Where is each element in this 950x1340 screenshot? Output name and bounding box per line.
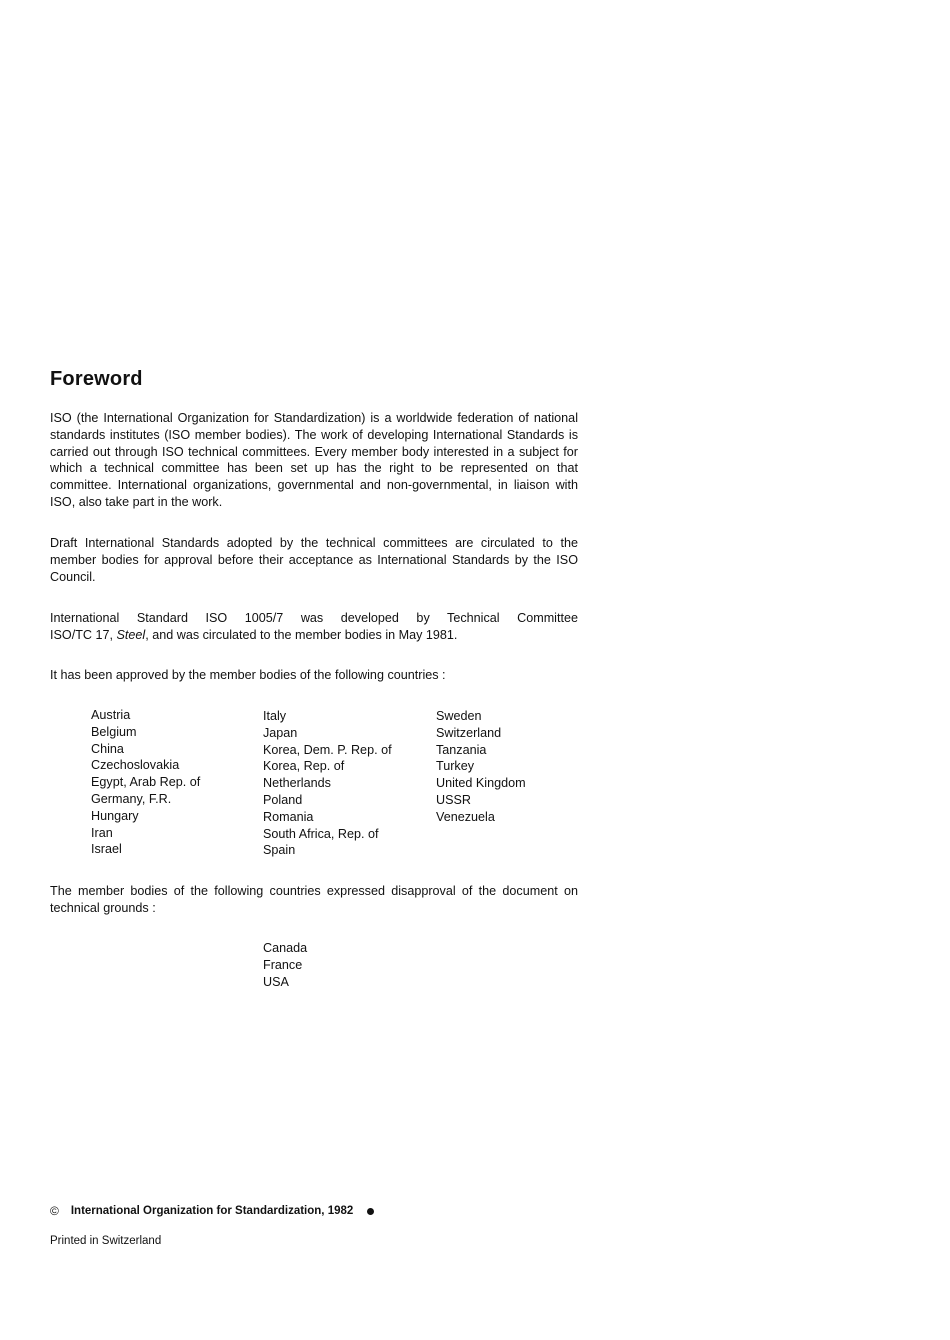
disapproval-paragraph: The member bodies of the following countries expressed disapproval of the document on technical grounds :: [50, 884, 578, 915]
country-item: USSR: [436, 792, 471, 807]
country-item: Egypt, Arab Rep. of: [91, 775, 201, 790]
country-item: Turkey: [436, 759, 475, 774]
approved-countries-col-3: [436, 708, 526, 826]
country-item: Czechoslovakia: [91, 758, 180, 773]
country-item: Austria: [91, 708, 131, 722]
country-item: Israel: [91, 842, 122, 857]
country-item: Tanzania: [436, 742, 487, 757]
country-item: Sweden: [436, 709, 482, 723]
country-item: China: [91, 741, 124, 756]
country-item: South Africa, Rep. of: [263, 826, 379, 841]
circulation-text: , and was circulated to the member bodies in May 1981.: [145, 627, 458, 642]
country-item: Poland: [263, 792, 303, 807]
country-item: Netherlands: [263, 776, 331, 791]
country-item: Switzerland: [436, 725, 502, 740]
approved-countries-col-2: [263, 708, 392, 859]
development-paragraph: [50, 610, 578, 644]
disapproved-countries: [263, 940, 307, 990]
page-title: Foreword: [50, 368, 143, 390]
printed-location: Printed in Switzerland: [50, 1235, 162, 1247]
country-item: Japan: [263, 725, 298, 740]
country-item: Korea, Dem. P. Rep. of: [263, 742, 392, 757]
copyright-line: [50, 1204, 374, 1218]
development-line-1: International Standard ISO 1005/7 was developed by Technical Committee: [50, 611, 578, 625]
country-item: USA: [263, 974, 289, 989]
copyright-icon: ©: [50, 1204, 59, 1218]
intro-paragraph: ISO (the International Organization for Standardization) is a worldwide federation of national standards institutes (ISO member bodies). The work of developing International Standards is carried out through ISO technical committees. Every member body interested in a subject for which a technical committee has been set up has the right to be represented on that committee. International organizations, governmental and non-governmental, in liaison with ISO, also take part in the work.: [50, 411, 578, 509]
country-item: United Kingdom: [436, 776, 526, 791]
development-line-2: [50, 627, 578, 644]
draft-paragraph: Draft International Standards adopted by the technical committees are circulated to the member bodies for approval before their acceptance as International Standards by the ISO Council.: [50, 536, 578, 584]
bullet-icon: [367, 1208, 374, 1215]
country-item: Spain: [263, 843, 296, 858]
approved-countries-col-1: [91, 707, 200, 858]
committee-ref: ISO/TC 17,: [50, 627, 117, 642]
country-item: Germany, F.R.: [91, 791, 172, 806]
country-item: Hungary: [91, 808, 139, 823]
country-item: Venezuela: [436, 809, 495, 824]
approval-paragraph: It has been approved by the member bodies of the following countries :: [50, 668, 446, 682]
copyright-text: International Organization for Standardization, 1982: [70, 1205, 354, 1217]
country-item: Canada: [263, 941, 308, 955]
country-item: Italy: [263, 709, 287, 723]
country-item: Belgium: [91, 724, 137, 739]
country-item: France: [263, 957, 303, 972]
country-item: Korea, Rep. of: [263, 759, 345, 774]
country-item: Iran: [91, 825, 113, 840]
committee-name: Steel: [116, 627, 146, 642]
country-item: Romania: [263, 809, 314, 824]
